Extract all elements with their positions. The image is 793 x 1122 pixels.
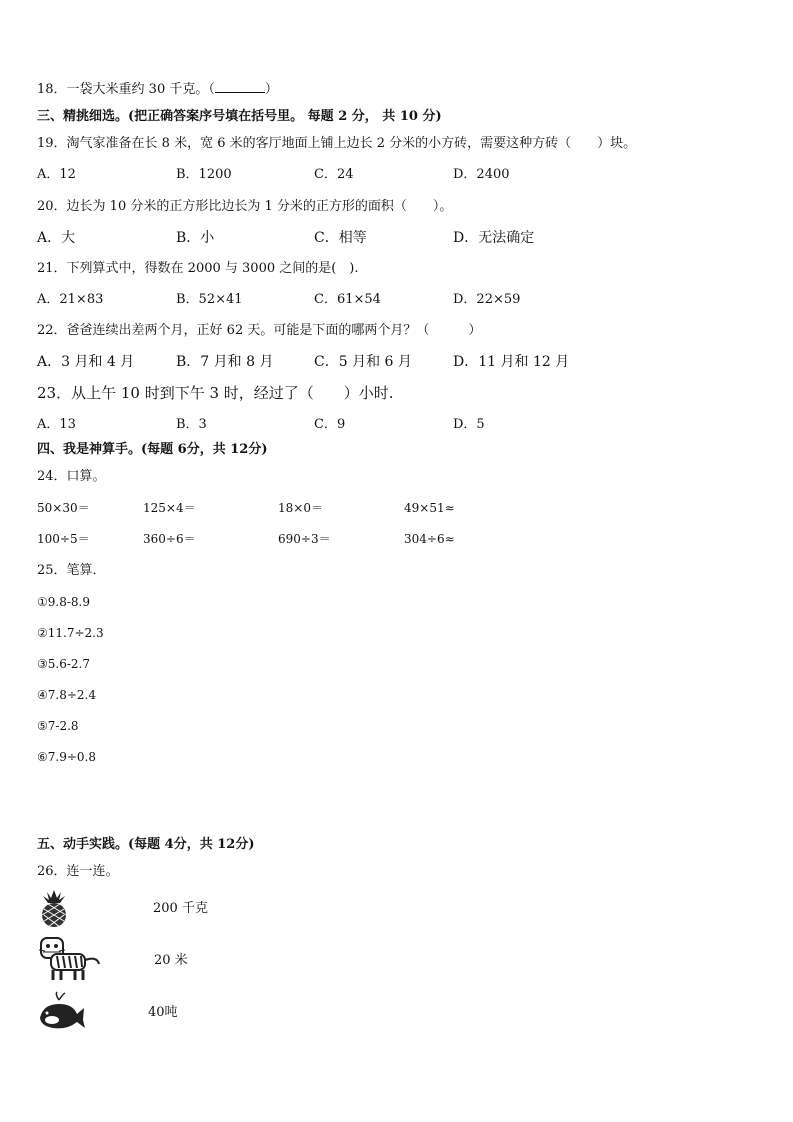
calc-item: 304÷6≈ [404, 532, 455, 546]
written-calc-item: ⑥7.9÷0.8 [37, 750, 96, 764]
q23-option-b: B．3 [176, 417, 207, 432]
written-calc-item: ②11.7÷2.3 [37, 626, 104, 640]
whale-icon[interactable] [37, 990, 87, 1036]
section-3-heading: 三、精挑细选。(把正确答案序号填在括号里。 每题 2 分， 共 10 分) [37, 109, 442, 124]
calc-item: 18×0＝ [278, 501, 323, 515]
calc-item: 125×4＝ [143, 501, 196, 515]
calc-item: 49×51≈ [404, 501, 455, 515]
q21-option-b: B．52×41 [176, 292, 243, 307]
q23-option-d: D．5 [453, 417, 485, 432]
q20-option-a: A．大 [37, 230, 76, 246]
question-20-stem: 20．边长为 10 分米的正方形比边长为 1 分米的正方形的面积（ ）。 [37, 199, 453, 214]
calc-item: 100÷5＝ [37, 532, 90, 546]
written-calc-item: ④7.8÷2.4 [37, 688, 96, 702]
match-label-length[interactable]: 20 米 [154, 953, 188, 968]
written-calc-item: ①9.8-8.9 [37, 595, 90, 609]
question-18-text: 18．一袋大米重约 30 千克。（ [37, 82, 215, 97]
question-23-stem: 23．从上午 10 时到下午 3 时，经过了（ ）小时. [37, 384, 394, 402]
question-22-stem: 22．爸爸连续出差两个月，正好 62 天。可能是下面的哪两个月？（ ） [37, 323, 482, 338]
q22-option-a: A．3 月和 4 月 [37, 354, 135, 370]
q22-option-c: C．5 月和 6 月 [314, 354, 412, 370]
calc-item: 690÷3＝ [278, 532, 331, 546]
question-25-stem: 25．笔算． [37, 563, 106, 578]
question-26-stem: 26．连一连。 [37, 864, 119, 879]
q22-option-d: D．11 月和 12 月 [453, 354, 570, 370]
q21-option-a: A．21×83 [37, 292, 104, 307]
calc-item: 360÷6＝ [143, 532, 196, 546]
written-calc-item: ③5.6-2.7 [37, 657, 90, 671]
match-label-mass[interactable]: 40吨 [148, 1005, 178, 1020]
question-18-close: ） [264, 82, 278, 97]
q20-option-c: C．相等 [314, 230, 367, 246]
q23-option-a: A．13 [37, 417, 76, 432]
question-21-stem: 21．下列算式中，得数在 2000 与 3000 之间的是( ). [37, 261, 359, 276]
q19-option-a: A．12 [37, 167, 76, 182]
calc-item: 50×30＝ [37, 501, 90, 515]
q19-option-d: D．2400 [453, 167, 510, 182]
q19-option-c: C．24 [314, 167, 354, 182]
q20-option-d: D．无法确定 [453, 230, 535, 246]
match-label-weight[interactable]: 200 千克 [153, 901, 208, 916]
section-5-heading: 五、动手实践。(每题 4分，共 12分) [37, 837, 255, 852]
answer-blank[interactable] [215, 80, 265, 93]
q21-option-c: C．61×54 [314, 292, 381, 307]
q21-option-d: D．22×59 [453, 292, 521, 307]
q22-option-b: B．7 月和 8 月 [176, 354, 274, 370]
written-calc-item: ⑤7-2.8 [37, 719, 79, 733]
q23-option-c: C．9 [314, 417, 346, 432]
pineapple-icon[interactable] [37, 888, 71, 932]
q19-option-b: B．1200 [176, 167, 232, 182]
tiger-icon[interactable] [37, 934, 103, 986]
question-19-stem: 19．淘气家准备在长 8 米，宽 6 米的客厅地面上铺上边长 2 分米的小方砖，需要这种方砖（ ）块。 [37, 136, 637, 151]
question-24-stem: 24．口算。 [37, 469, 106, 484]
section-4-heading: 四、我是神算手。(每题 6分，共 12分) [37, 442, 268, 457]
question-18 [37, 80, 278, 99]
q20-option-b: B．小 [176, 230, 215, 246]
